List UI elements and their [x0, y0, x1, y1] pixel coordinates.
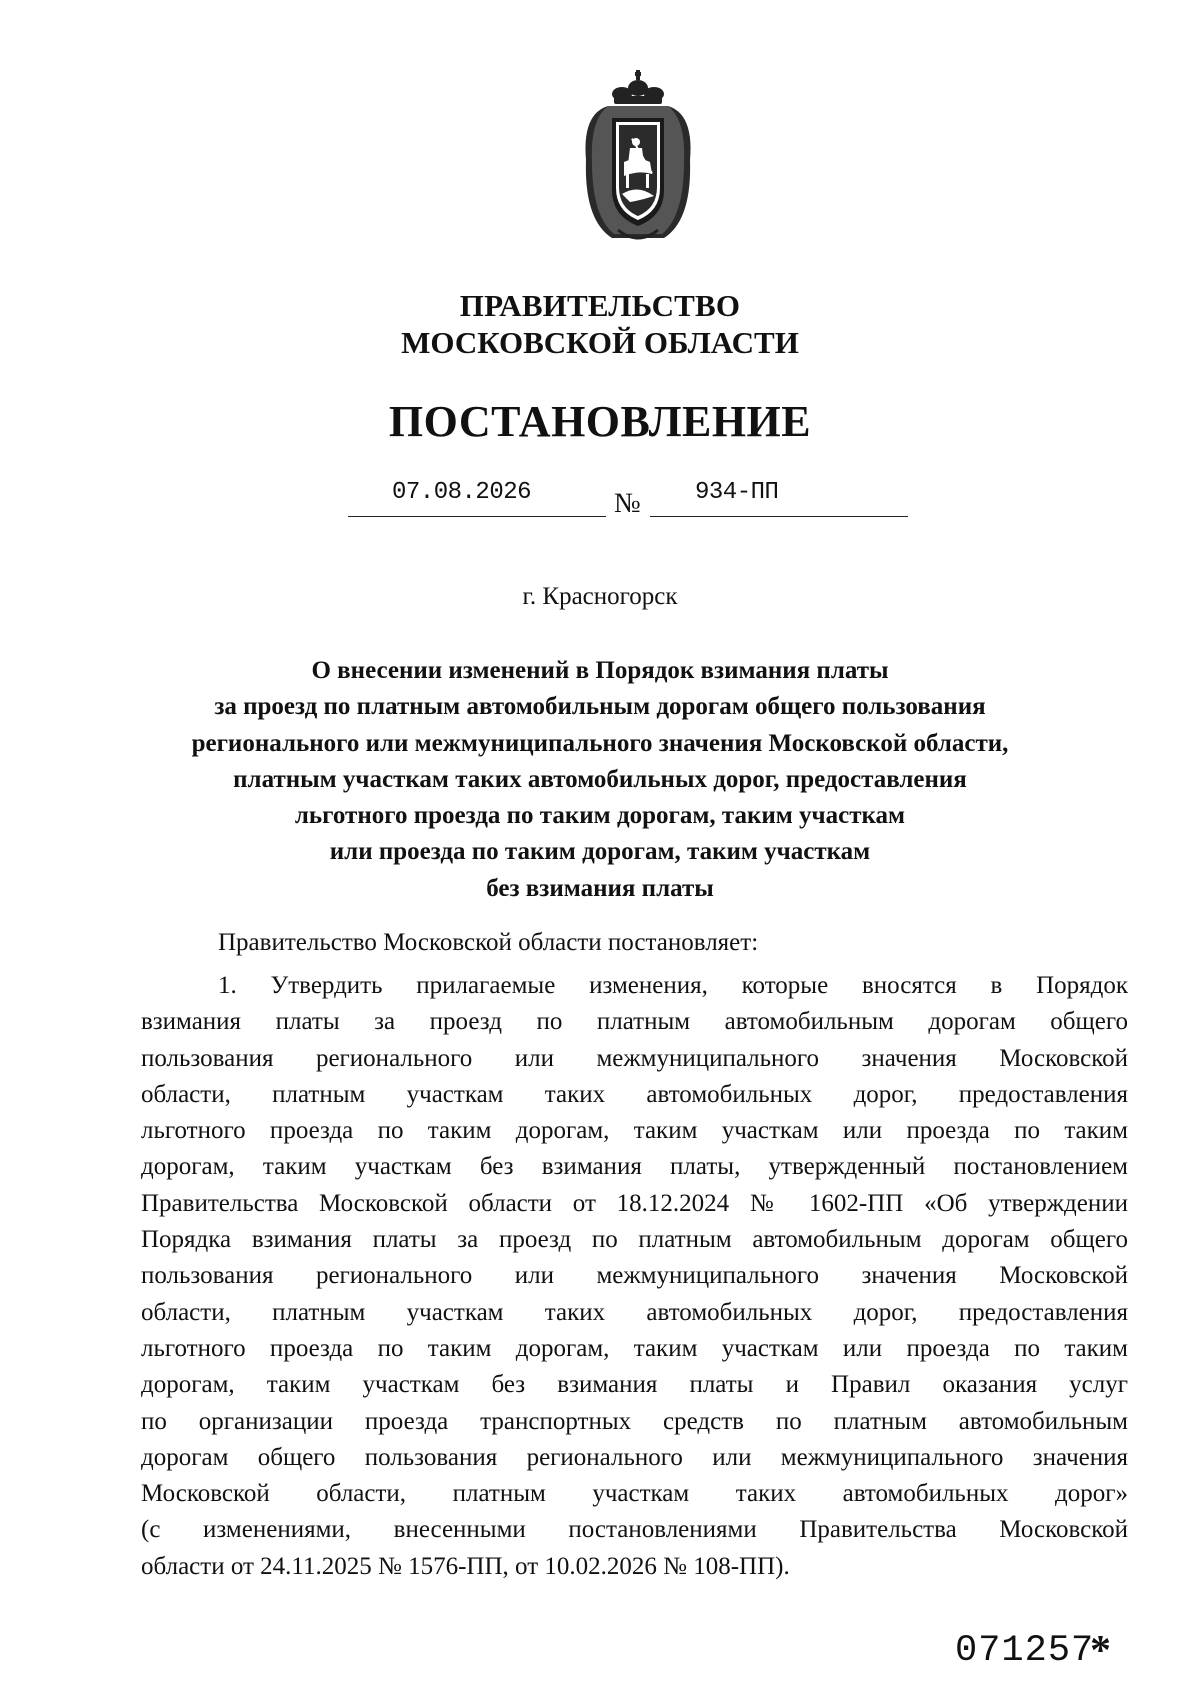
- body-line: области, платным участкам таких автомобильных дорог, предоставления: [141, 1080, 1128, 1108]
- title-line: льготного проезда по таким дорогам, таким участкам: [294, 802, 906, 830]
- coat-of-arms-emblem: [578, 70, 698, 248]
- title-line: регионального или межмуниципального значения Московской области,: [191, 729, 1009, 757]
- title-line: или проезда по таким дорогам, таким участкам: [329, 838, 871, 866]
- number-underline: [650, 516, 908, 517]
- government-name-line2: МОСКОВСКОЙ ОБЛАСТИ: [401, 325, 799, 360]
- body-line: Порядка взимания платы за проезд по платным автомобильным дорогам общего: [141, 1226, 1128, 1254]
- title-line: О внесении изменений в Порядок взимания платы: [311, 657, 889, 684]
- body-paragraph: [141, 968, 1128, 1585]
- document-type-heading: ПОСТАНОВЛЕНИЕ: [388, 397, 812, 446]
- body-line: льготного проезда по таким дорогам, таким участкам или проезда по таким: [141, 1334, 1128, 1362]
- date-underline: [348, 516, 606, 517]
- body-line: области, платным участкам таких автомобильных дорог, предоставления: [141, 1298, 1128, 1326]
- body-line: взимания платы за проезд по платным автомобильным дорогам общего: [141, 1008, 1128, 1036]
- body-line: дорогам, таким участкам без взимания платы, утвержденный постановлением: [141, 1153, 1128, 1181]
- body-line: Московской области, платным участкам таких автомобильных дорог»: [141, 1480, 1128, 1508]
- body-line: 1. Утвердить прилагаемые изменения, которые вносятся в Порядок: [218, 972, 1128, 999]
- body-line: дорогам, таким участкам без взимания платы и Правил оказания услуг: [141, 1371, 1128, 1399]
- body-line: области от 24.11.2025 № 1576-ПП, от 10.02.2026 № 108-ПП).: [141, 1552, 790, 1580]
- body-line: (с изменениями, внесенными постановлениями Правительства Московской: [141, 1516, 1128, 1544]
- body-line: по организации проезда транспортных средств по платным автомобильным: [141, 1407, 1128, 1435]
- body-line: Правительства Московской области от 18.12.2024 № 1602-ПП «Об утверждении: [141, 1189, 1128, 1217]
- serial-mark: *: [1090, 1628, 1111, 1674]
- number-sign: №: [614, 488, 641, 519]
- document-title: [0, 653, 1200, 907]
- government-name-line1: ПРАВИТЕЛЬСТВО: [459, 288, 741, 323]
- city-name: г. Красногорск: [522, 583, 678, 610]
- document-date: 07.08.2026: [392, 479, 532, 506]
- intro-statement: Правительство Московской области постановляет:: [218, 929, 759, 956]
- body-line: пользования регионального или межмуниципального значения Московской: [141, 1044, 1128, 1072]
- body-line: льготного проезда по таким дорогам, таким участкам или проезда по таким: [141, 1117, 1128, 1145]
- title-line: за проезд по платным автомобильным дорогам общего пользования: [214, 693, 986, 721]
- serial-number: 071257: [955, 1630, 1095, 1672]
- body-line: пользования регионального или межмуниципального значения Московской: [141, 1262, 1128, 1290]
- document-number: 934-ПП: [695, 479, 779, 506]
- body-line: дорогам общего пользования регионального или межмуниципального значения: [141, 1443, 1128, 1471]
- title-line: платным участкам таких автомобильных дорог, предоставления: [233, 765, 967, 793]
- title-line: без взимания платы: [486, 874, 714, 902]
